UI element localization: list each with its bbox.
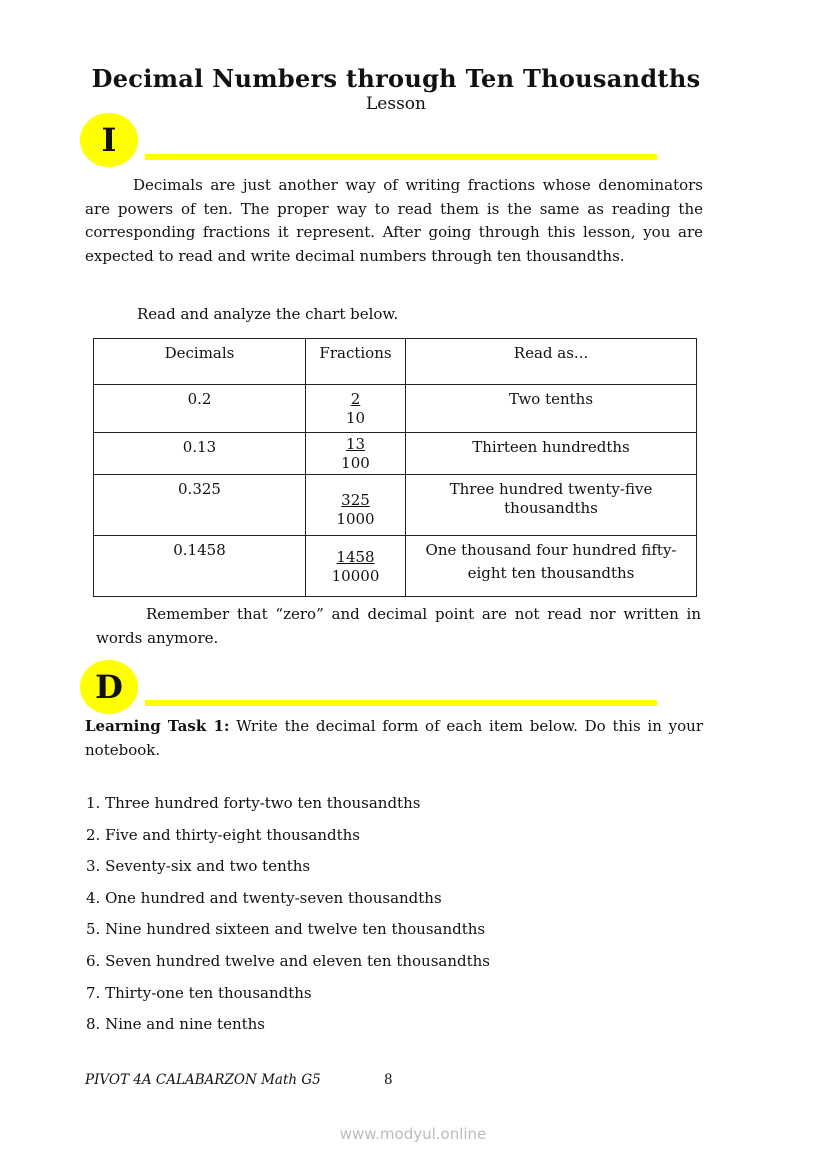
fraction-cell bbox=[306, 433, 406, 475]
page-number: 8 bbox=[384, 1072, 393, 1088]
denominator: 10 bbox=[345, 409, 366, 427]
header-fractions: Fractions bbox=[306, 339, 406, 385]
learning-task-instructions bbox=[85, 715, 703, 762]
page-subtitle: Lesson bbox=[366, 94, 426, 114]
footer-text: PIVOT 4A CALABARZON Math G5 bbox=[85, 1072, 321, 1088]
table-header-row bbox=[94, 339, 697, 385]
numerator: 2 bbox=[350, 390, 361, 408]
read-as-cell: One thousand four hundred fifty-eight ten thousandths bbox=[406, 536, 697, 597]
read-as-cell: Thirteen hundredths bbox=[406, 433, 697, 475]
fraction-cell bbox=[306, 385, 406, 433]
table-row bbox=[94, 475, 697, 536]
header-read-as: Read as... bbox=[406, 339, 697, 385]
list-item: 2. Five and thirty-eight thousandths bbox=[86, 825, 361, 844]
table-row bbox=[94, 385, 697, 433]
list-item: 8. Nine and nine tenths bbox=[86, 1015, 265, 1034]
section-d-badge: D bbox=[80, 660, 138, 714]
list-item: 4. One hundred and twenty-seven thousandths bbox=[86, 888, 442, 907]
fraction-cell bbox=[306, 475, 406, 536]
list-item: 6. Seven hundred twelve and eleven ten thousandths bbox=[86, 951, 490, 970]
section-d-divider bbox=[145, 700, 657, 706]
section-i-badge: I bbox=[80, 113, 138, 167]
read-as-cell: Three hundred twenty-five thousandths bbox=[406, 475, 697, 536]
table-row bbox=[94, 433, 697, 475]
remember-note: Remember that “zero” and decimal point are not read nor written in words anymore. bbox=[96, 605, 701, 647]
page-title: Decimal Numbers through Ten Thousandths bbox=[91, 64, 701, 93]
decimal-cell: 0.13 bbox=[94, 433, 306, 475]
list-item: 3. Seventy-six and two tenths bbox=[86, 857, 311, 876]
numerator: 13 bbox=[345, 435, 366, 453]
list-item: 7. Thirty-one ten thousandths bbox=[86, 983, 312, 1002]
numerator: 1458 bbox=[336, 548, 375, 566]
watermark: www.modyul.online bbox=[339, 1125, 487, 1143]
decimal-cell: 0.1458 bbox=[94, 536, 306, 597]
denominator: 1000 bbox=[336, 510, 375, 528]
task-label: Learning Task 1: bbox=[85, 717, 230, 735]
decimal-cell: 0.2 bbox=[94, 385, 306, 433]
numerator: 325 bbox=[341, 491, 370, 509]
decimal-cell: 0.325 bbox=[94, 475, 306, 536]
table-row bbox=[94, 536, 697, 597]
denominator: 100 bbox=[341, 454, 370, 472]
list-item: 1. Three hundred forty-two ten thousandths bbox=[86, 794, 421, 812]
section-i-divider bbox=[145, 154, 657, 160]
fraction-cell bbox=[306, 536, 406, 597]
intro-paragraph: Decimals are just another way of writing fractions whose denominators are powers of ten. The proper way to read them is the same as reading the corresponding fractions it represent. After going through this lesson, you are expected to read and write decimal numbers through ten thousandths. bbox=[85, 176, 703, 265]
denominator: 10000 bbox=[331, 567, 380, 585]
list-item: 5. Nine hundred sixteen and twelve ten thousandths bbox=[86, 920, 486, 939]
chart-instruction: Read and analyze the chart below. bbox=[137, 305, 399, 323]
header-decimals: Decimals bbox=[94, 339, 306, 385]
read-as-cell: Two tenths bbox=[406, 385, 697, 433]
decimals-table bbox=[93, 338, 697, 597]
task-items bbox=[86, 788, 490, 1041]
task-text: Write the decimal form of each item below. Do this in your notebook. bbox=[85, 717, 703, 759]
